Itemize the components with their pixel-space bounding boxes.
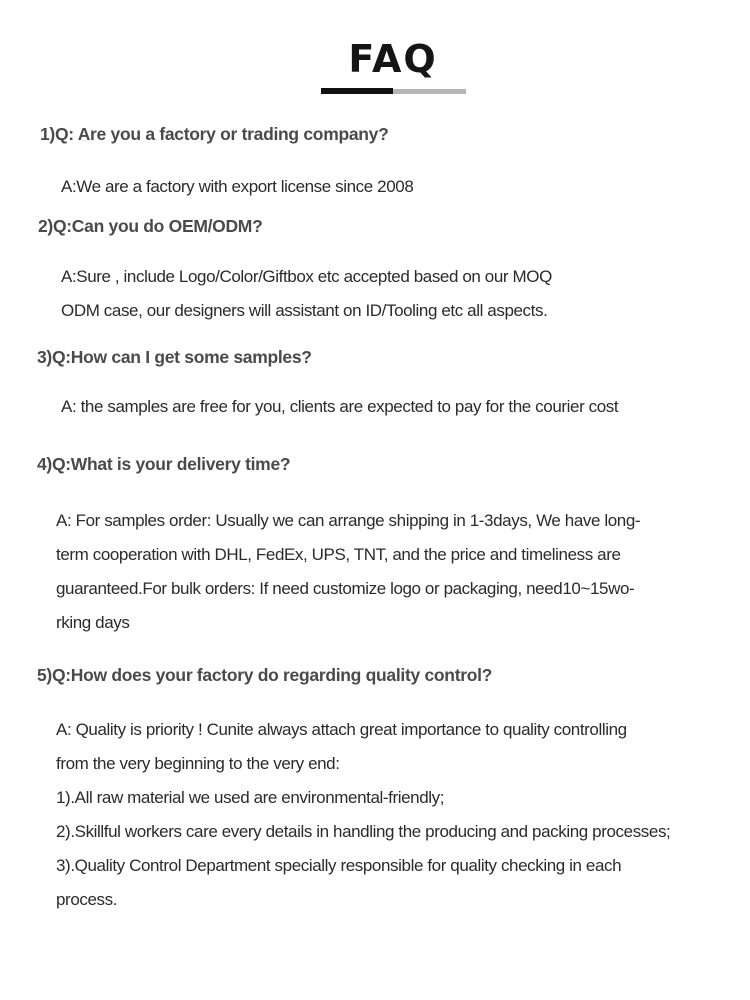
- faq-answer-5: [56, 713, 670, 917]
- faq-answer-4-line-1: A: For samples order: Usually we can arrange shipping in 1-3days, We have long-: [56, 511, 641, 530]
- faq-answer-1: [61, 170, 413, 204]
- faq-answer-3-line-1: A: the samples are free for you, clients are expected to pay for the courier cost: [61, 397, 619, 416]
- faq-answer-5-line-5: 3).Quality Control Department specially responsible for quality checking in each: [56, 856, 622, 875]
- title-underline-dark: [321, 88, 393, 94]
- faq-answer-1-line-1: A:We are a factory with export license since 2008: [61, 177, 414, 196]
- faq-question-2: 2)Q:Can you do OEM/ODM?: [38, 216, 263, 236]
- faq-answer-4-line-3: guaranteed.For bulk orders: If need customize logo or packaging, need10~15wo-: [56, 579, 635, 598]
- title-underline: [321, 88, 466, 94]
- faq-answer-4: [56, 504, 640, 640]
- faq-question-3: 3)Q:How can I get some samples?: [37, 347, 312, 367]
- faq-answer-5-line-4: 2).Skillful workers care every details in handling the producing and packing processes;: [56, 822, 671, 841]
- faq-question-5: 5)Q:How does your factory do regarding quality control?: [37, 665, 493, 685]
- faq-question-1: 1)Q: Are you a factory or trading company?: [40, 124, 389, 144]
- faq-answer-5-line-1: A: Quality is priority ! Cunite always attach great importance to quality controlling: [56, 720, 627, 739]
- faq-answer-2: [61, 260, 552, 328]
- faq-answer-2-line-1: A:Sure , include Logo/Color/Giftbox etc accepted based on our MOQ: [61, 267, 552, 286]
- faq-answer-3: [61, 390, 618, 424]
- faq-answer-5-line-6: process.: [56, 890, 118, 909]
- faq-answer-4-line-4: rking days: [56, 613, 130, 632]
- faq-answer-5-line-2: from the very beginning to the very end:: [56, 754, 340, 773]
- faq-question-4: 4)Q:What is your delivery time?: [37, 454, 291, 474]
- faq-answer-5-line-3: 1).All raw material we used are environmental-friendly;: [56, 788, 445, 807]
- title-underline-light: [393, 89, 466, 94]
- page-title: FAQ: [348, 37, 438, 81]
- faq-answer-2-line-2: ODM case, our designers will assistant on ID/Tooling etc all aspects.: [61, 301, 548, 320]
- faq-answer-4-line-2: term cooperation with DHL, FedEx, UPS, TNT, and the price and timeliness are: [56, 545, 621, 564]
